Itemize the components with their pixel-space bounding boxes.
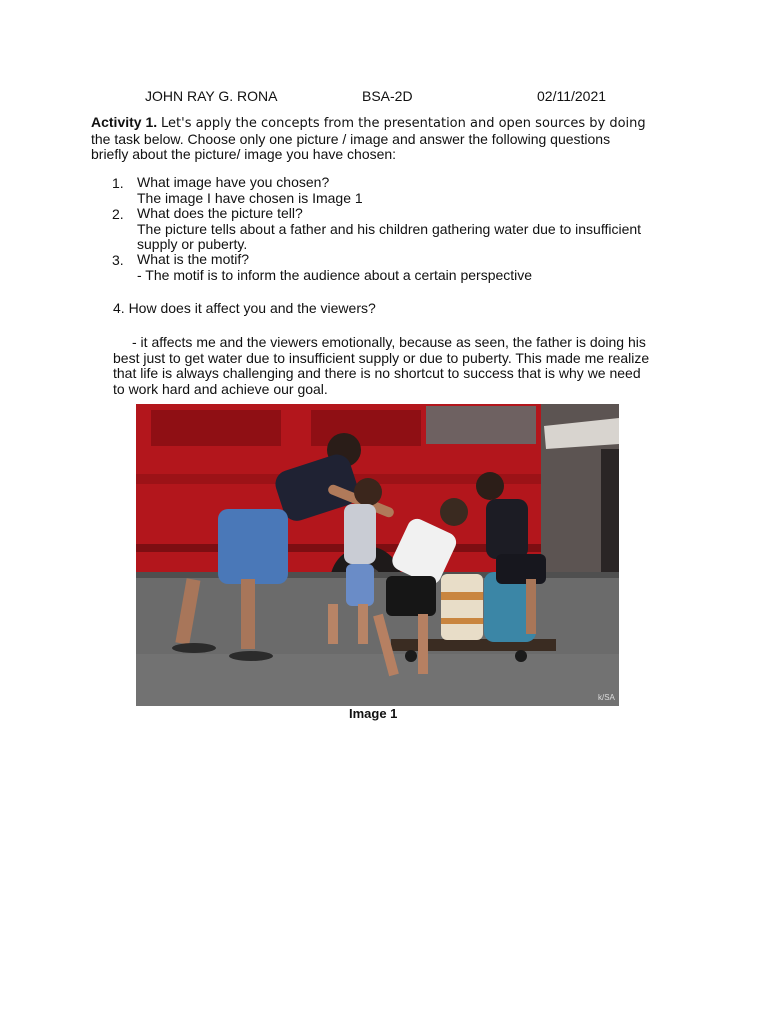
water-drum [441,574,483,640]
image-caption: Image 1 [349,706,398,721]
photo-watermark: k/SA [598,693,615,702]
question-number: 3. [112,252,124,268]
activity-line3: briefly about the picture/ image you have chosen: [91,146,397,162]
question-text: What is the motif? [137,251,250,267]
activity-lead: Let's apply the concepts from the presentation and open sources by doing [161,116,646,131]
answer-text: The image I have chosen is Image 1 [137,189,363,206]
question-text: What does the picture tell? [137,205,303,221]
question-number: 2. [112,206,124,222]
student-name: JOHN RAY G. RONA [145,88,278,104]
answer-line: best just to get water due to insufficient supply or due to puberty. This made me realize [113,349,650,366]
activity-instructions [91,115,681,163]
activity-label: Activity 1. [91,114,158,130]
photo-image-1 [136,404,619,706]
question-number: 1. [112,175,124,191]
answer-text: - The motif is to inform the audience about a certain perspective [137,266,533,283]
document-date: 02/11/2021 [537,88,607,104]
question-text: What image have you chosen? [137,174,330,190]
question-4: 4. How does it affect you and the viewers? [113,300,376,316]
answer-text: The picture tells about a father and his children gathering water due to insufficient [137,220,642,237]
answer-text-continued: supply or puberty. [137,236,248,252]
question-item [137,252,697,283]
cart [391,639,556,651]
answer-line: to work hard and achieve our goal. [113,380,328,397]
activity-line2: the task below. Choose only one picture / image and answer the following questions [91,130,611,147]
answer-line: that life is always challenging and there is no shortcut to success that is why we need [113,365,641,381]
question-4-answer [113,335,713,397]
question-item [137,206,697,253]
answer-line: - it affects me and the viewers emotionally, because as seen, the father is doing his [132,334,646,350]
question-item [137,175,697,206]
student-section: BSA-2D [362,88,413,104]
